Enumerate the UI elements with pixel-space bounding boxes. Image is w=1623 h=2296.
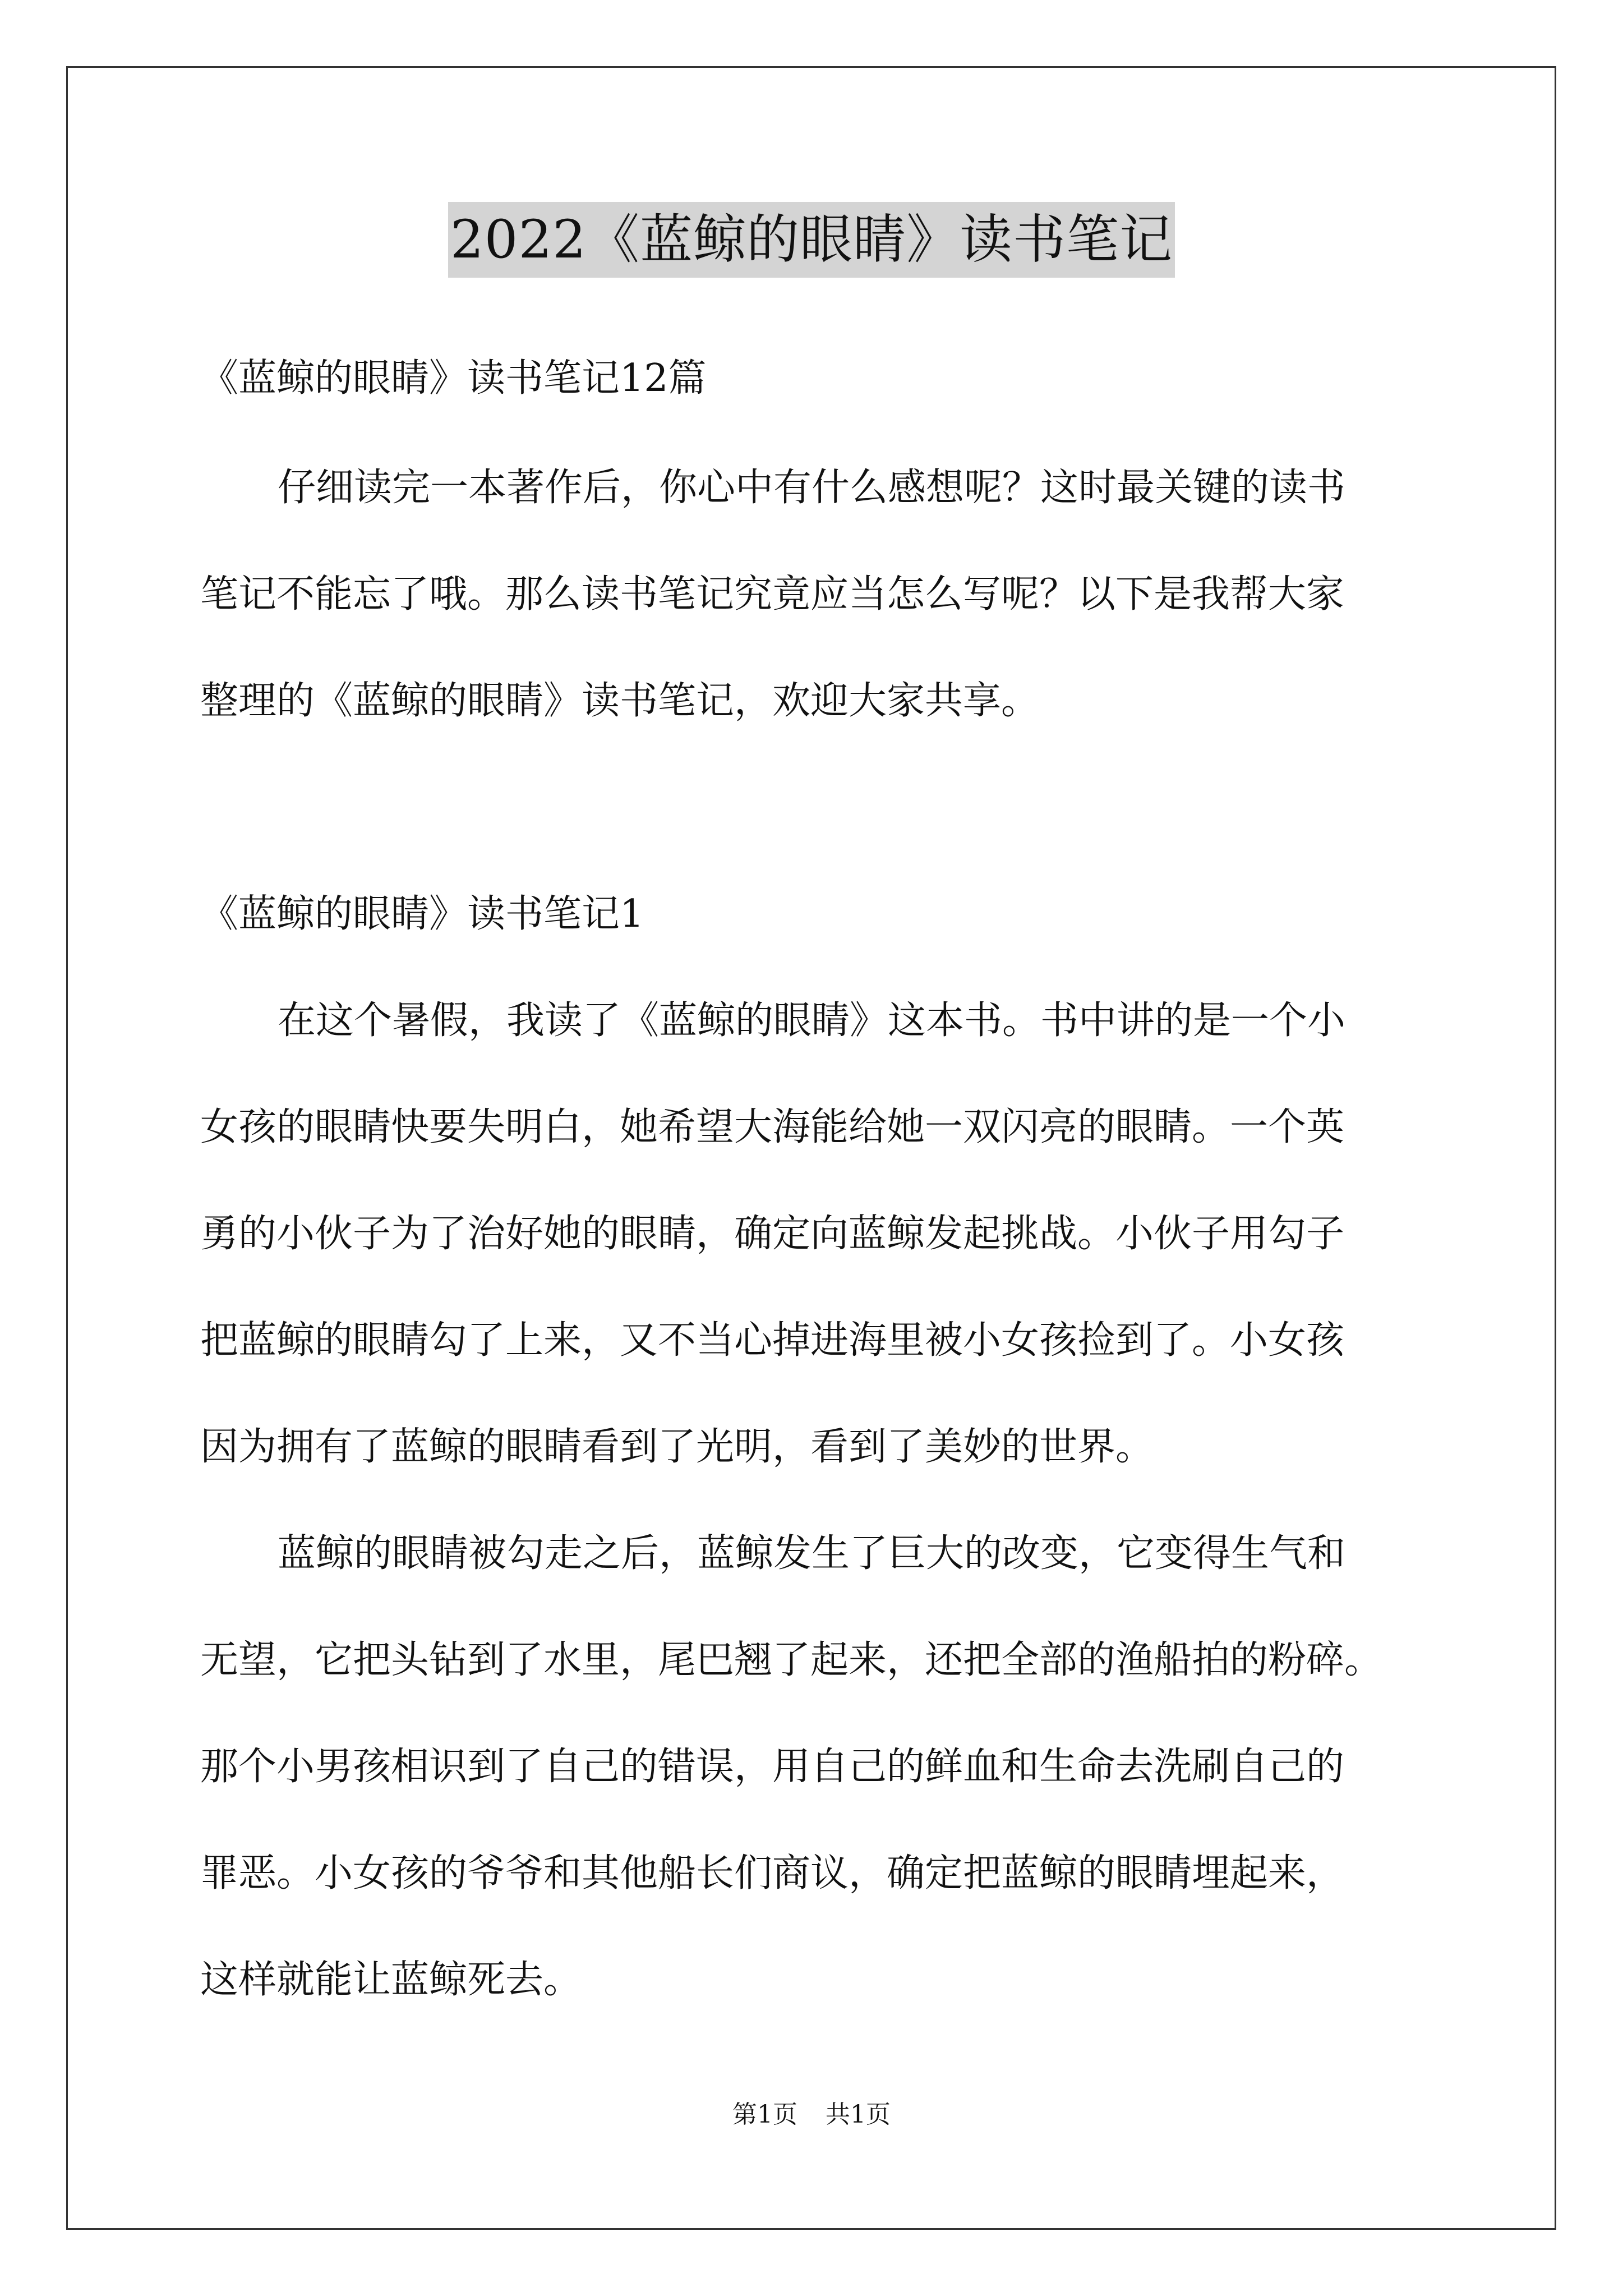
paragraph1-line-2: 女孩的眼睛快要失明白，她希望大海能给她一双闪亮的眼睛。一个英	[200, 1105, 1345, 1149]
section-heading: 《蓝鲸的眼睛》读书笔记1	[200, 892, 644, 936]
paragraph1-line-4: 把蓝鲸的眼睛勾了上来，又不当心掉进海里被小女孩捡到了。小女孩	[200, 1318, 1345, 1363]
document-title: 2022《蓝鲸的眼睛》读书笔记	[448, 202, 1175, 278]
paragraph1-line-5: 因为拥有了蓝鲸的眼睛看到了光明，看到了美妙的世界。	[200, 1425, 1154, 1469]
paragraph2-line-1: 蓝鲸的眼睛被勾走之后，蓝鲸发生了巨大的改变，它变得生气和	[278, 1531, 1346, 1576]
paragraph1-line-1: 在这个暑假，我读了《蓝鲸的眼睛》这本书。书中讲的是一个小	[278, 999, 1346, 1043]
paragraph2-line-2: 无望，它把头钻到了水里，尾巴翘了起来，还把全部的渔船拍的粉碎。	[200, 1638, 1383, 1682]
page-number-total: 共1页	[826, 2100, 891, 2129]
paragraph2-line-4: 罪恶。小女孩的爷爷和其他船长们商议，确定把蓝鲸的眼睛埋起来，	[200, 1851, 1345, 1895]
page-number-current: 第1页	[732, 2100, 797, 2129]
page-footer	[0, 2098, 1623, 2132]
title-container	[0, 202, 1623, 278]
paragraph2-line-5: 这样就能让蓝鲸死去。	[200, 1958, 582, 2002]
subtitle: 《蓝鲸的眼睛》读书笔记12篇	[200, 356, 707, 401]
intro-line-1: 仔细读完一本著作后，你心中有什么感想呢？这时最关键的读书	[278, 466, 1346, 510]
intro-line-3: 整理的《蓝鲸的眼睛》读书笔记，欢迎大家共享。	[200, 679, 1040, 723]
paragraph1-line-3: 勇的小伙子为了治好她的眼睛，确定向蓝鲸发起挑战。小伙子用勾子	[200, 1212, 1345, 1256]
intro-line-2: 笔记不能忘了哦。那么读书笔记究竟应当怎么写呢？以下是我帮大家	[200, 572, 1345, 616]
paragraph2-line-3: 那个小男孩相识到了自己的错误，用自己的鲜血和生命去洗刷自己的	[200, 1745, 1345, 1789]
